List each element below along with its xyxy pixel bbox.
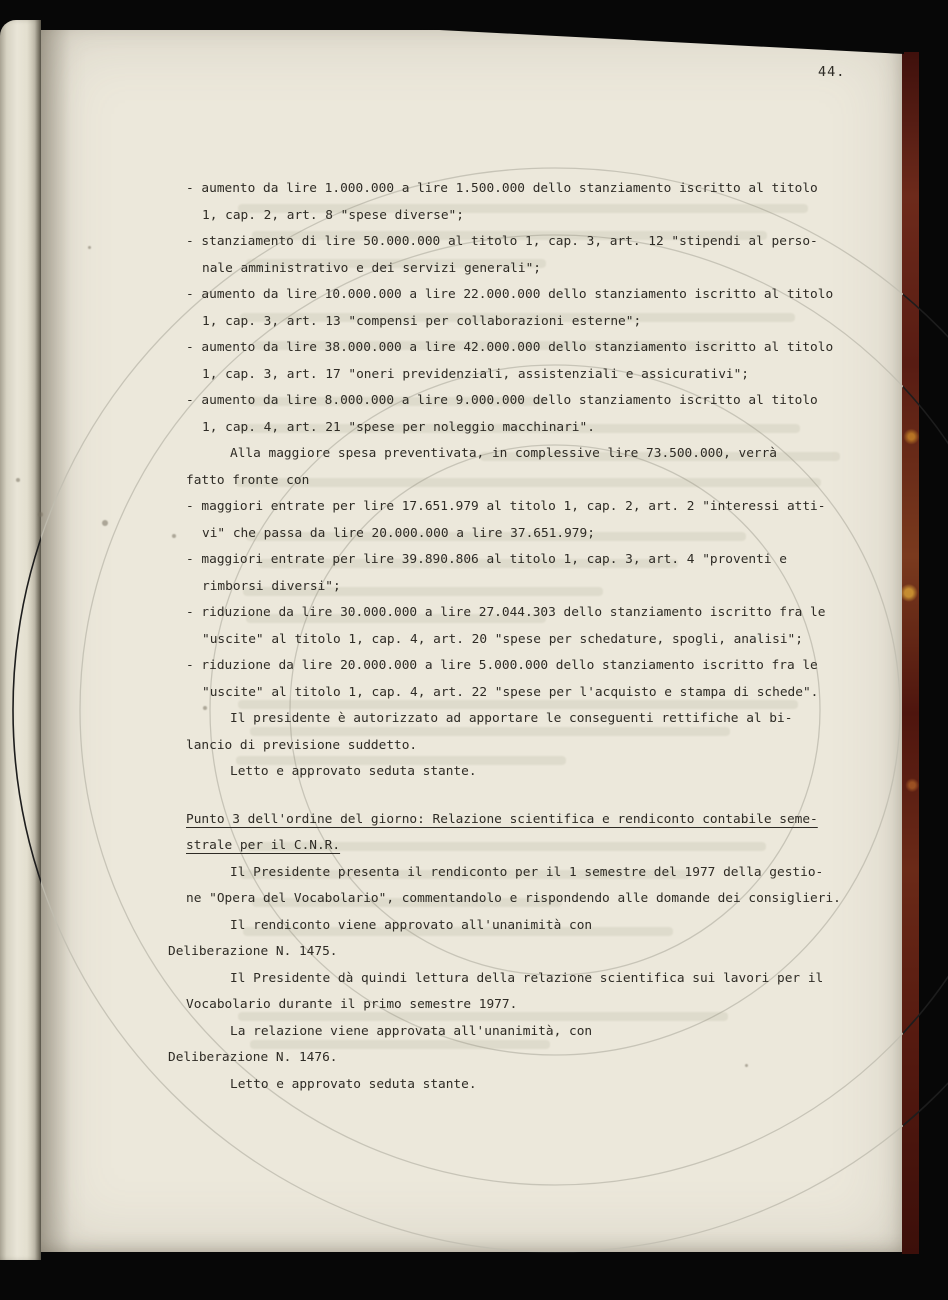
text-line: - maggiori entrate per lire 39.890.806 al titolo 1, cap. 3, art. 4 "proventi e [186, 552, 787, 567]
text-line: - stanziamento di lire 50.000.000 al titolo 1, cap. 3, art. 12 "stipendi al perso- [186, 234, 818, 249]
text-line: La relazione viene approvata all'unanimità, con [230, 1023, 593, 1039]
red-cover-edge [902, 52, 919, 1254]
text-line: strale per il C.N.R. [186, 838, 341, 853]
text-line: 1, cap. 3, art. 13 "compensi per collaborazioni esterne"; [202, 313, 642, 329]
text-line: fatto fronte con [186, 472, 310, 488]
text-line: Letto e approvato seduta stante. [230, 764, 477, 779]
text-line: Il Presidente presenta il rendiconto per il 1 semestre del 1977 della gestio- [230, 864, 824, 880]
text-line: - aumento da lire 10.000.000 a lire 22.000.000 dello stanziamento iscritto al titolo [186, 287, 834, 302]
text-line: 1, cap. 2, art. 8 "spese diverse"; [202, 207, 464, 223]
text-line: Deliberazione N. 1476. [168, 1050, 338, 1065]
gutter-shadow [41, 30, 71, 1252]
text-line: Vocabolario durante il primo semestre 1977. [186, 997, 518, 1012]
text-line: Il Presidente dà quindi lettura della relazione scientifica sui lavori per il [230, 970, 824, 986]
text-line: - riduzione da lire 20.000.000 a lire 5.000.000 dello stanziamento iscritto fra le [186, 658, 818, 673]
text-line: rimborsi diversi"; [202, 578, 341, 594]
text-line: "uscite" al titolo 1, cap. 4, art. 22 "spese per l'acquisto e stampa di schede". [202, 684, 819, 700]
text-line: lancio di previsione suddetto. [186, 737, 418, 753]
text-line: 1, cap. 3, art. 17 "oneri previdenziali, assistenziali e assicurativi"; [202, 366, 750, 382]
text-line: 1, cap. 4, art. 21 "spese per noleggio macchinari". [202, 419, 595, 435]
text-line: Il presidente è autorizzato ad apportare le conseguenti rettifiche al bi- [230, 711, 793, 726]
text-line: vi" che passa da lire 20.000.000 a lire 37.651.979; [202, 525, 595, 541]
page-number: 44. [818, 64, 846, 80]
text-line: Punto 3 dell'ordine del giorno: Relazione scientifica e rendiconto contabile seme- [186, 811, 818, 827]
text-line: - aumento da lire 1.000.000 a lire 1.500.000 dello stanziamento iscritto al titolo [186, 181, 818, 196]
text-line: nale amministrativo e dei servizi generali"; [202, 260, 541, 276]
book-page-stack-edge [0, 20, 41, 1260]
text-line: - riduzione da lire 30.000.000 a lire 27.044.303 dello stanziamento iscritto fra le [186, 605, 826, 620]
paper-speck [102, 520, 108, 526]
text-line: Il rendiconto viene approvato all'unanimità con [230, 917, 593, 933]
typescript-text [168, 176, 841, 1098]
paper-speck [172, 534, 176, 538]
text-line: - maggiori entrate per lire 17.651.979 al titolo 1, cap. 2, art. 2 "interessi atti- [186, 499, 826, 514]
text-line: ne "Opera del Vocabolario", commentandolo e rispondendo alle domande dei consiglieri. [186, 891, 841, 906]
text-line: Deliberazione N. 1475. [168, 944, 338, 959]
paper-speck [88, 246, 91, 249]
text-line: Alla maggiore spesa preventivata, in complessive lire 73.500.000, verrà [230, 446, 778, 461]
text-line: Letto e approvato seduta stante. [230, 1076, 477, 1092]
paper-speck [38, 512, 43, 517]
paper-speck [16, 478, 20, 482]
text-line: - aumento da lire 8.000.000 a lire 9.000.000 dello stanziamento iscritto al titolo [186, 393, 818, 408]
text-line: - aumento da lire 38.000.000 a lire 42.000.000 dello stanziamento iscritto al titolo [186, 340, 834, 355]
text-line: "uscite" al titolo 1, cap. 4, art. 20 "spese per schedature, spogli, analisi"; [202, 631, 803, 647]
